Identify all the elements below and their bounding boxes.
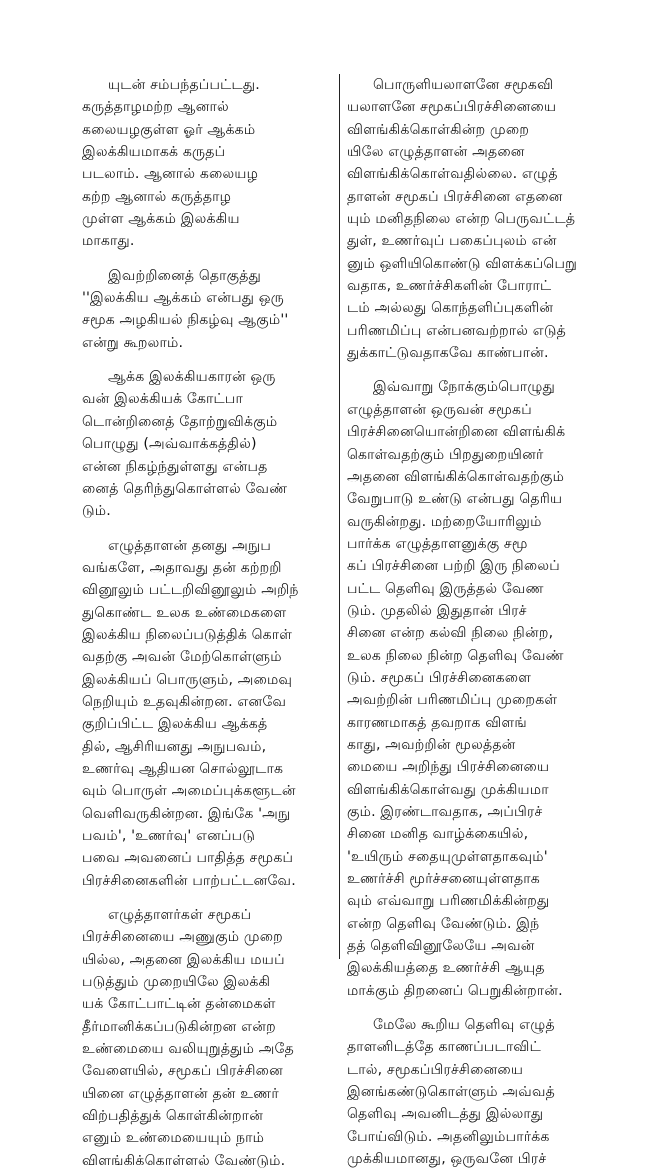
text-line: வதற்கு அவன் மேற்கொள்ளும்	[82, 649, 282, 666]
text-line: காது, அவற்றின் மூலத்தன்	[347, 736, 516, 753]
text-line: என்று கூறலாம்.	[82, 334, 184, 351]
text-line: வினூலும் பட்டறிவினூலும் அறிந்	[82, 582, 299, 599]
text-line: உண்மையை வலியுறுத்தும் அதே	[82, 1041, 294, 1058]
text-line: 'உயிரும் சதையுமுள்ளதாகவும்'	[347, 848, 548, 865]
text-line: உலக நிலை நின்ற தெளிவு வேண்	[347, 647, 564, 664]
text-line: ''இலக்கிய ஆக்கம் என்பது ஒரு	[82, 290, 285, 307]
paragraph	[347, 74, 597, 364]
text-line: டொன்றினைத் தோற்றுவிக்கும்	[82, 413, 278, 430]
paragraph-gap	[82, 892, 334, 904]
text-line: இலக்கியமாகக் கருதப்	[82, 144, 226, 161]
text-line: பட்ட தெளிவு இருத்தல் வேண	[347, 580, 544, 597]
text-line: வேறுபாடு உண்டு என்பது தெரிய	[347, 491, 563, 508]
text-line: யில்ல, அதனை இலக்கிய மயப்	[82, 951, 285, 968]
text-line: பிரச்சினையொன்றினை விளங்கிக்	[347, 424, 566, 441]
text-line: வங்களே, அதாவது தன் கற்றறி	[82, 559, 282, 576]
text-line: போய்விடும். அதனிலும்பார்க்க	[347, 1128, 550, 1145]
text-line: துக்காட்டுவதாகவே காண்பான்.	[347, 345, 549, 362]
text-line: மேலே கூறிய தெளிவு எழுத்	[373, 1017, 555, 1034]
text-line: தாளன் சமூகப் பிரச்சினை எதனை	[347, 188, 563, 205]
paragraph-gap	[347, 1002, 597, 1014]
text-line: குறிப்பிட்ட இலக்கிய ஆக்கத்	[82, 716, 268, 733]
text-line: தத் தெளிவினூலேயே அவன்	[347, 938, 535, 955]
text-line: யினை எழுத்தாளன் தன் உணர்	[82, 1085, 279, 1102]
text-line: யுடன் சம்பந்தப்பட்டது.	[108, 77, 260, 93]
text-line: யக் கோட்பாட்டின் தன்மைகள்	[82, 996, 276, 1013]
text-line: டும். சமூகப் பிரச்சினைகளை	[347, 669, 532, 686]
paragraph	[82, 74, 334, 253]
text-line: துகொண்ட உலக உண்மைகளை	[82, 604, 287, 621]
text-line: முள்ள ஆக்கம் இலக்கிய	[82, 211, 240, 228]
text-line: விளங்கிக்கொள்வதில்லை. எழுத்	[347, 166, 558, 183]
text-line: பவம்', 'உணர்வு' எனப்படு	[82, 828, 256, 844]
text-line: மையை அறிந்து பிரச்சினையை	[347, 759, 550, 776]
text-line: வேளையில், சமூகப் பிரச்சினை	[82, 1063, 283, 1080]
paragraph	[82, 904, 334, 1172]
paragraph-gap	[82, 253, 334, 265]
text-line: பார்க்க எழுத்தாளனுக்கு சமூ	[347, 535, 528, 552]
text-line: விளங்கிக்கொள்கின்ற முறை	[347, 121, 530, 138]
text-line: கலையழகுள்ள ஓர் ஆக்கம்	[82, 121, 256, 138]
text-line: வெளிவருகின்றன. இங்கே 'அநு	[82, 805, 291, 822]
paragraph	[347, 1014, 597, 1170]
text-line: அவற்றின் பரிணமிப்பு முறைகள்	[347, 692, 558, 709]
text-line: இவ்வாறு நோக்கும்பொழுது	[373, 379, 556, 396]
text-line: கற்ற ஆனால் கருத்தாழ	[82, 188, 232, 205]
text-line: கும். இரண்டாவதாக, அப்பிரச்	[347, 804, 543, 820]
text-line: இவற்றினைத் தொகுத்து	[108, 267, 262, 284]
text-line: வும் பொருள் அமைப்புக்களூடன்	[82, 783, 296, 800]
text-line: உணர்ச்சி மூர்ச்சனையுள்ளதாக	[347, 871, 540, 888]
left-column	[82, 74, 334, 1172]
paragraph	[82, 535, 334, 893]
text-line: வும் எவ்வாறு பரிணமிக்கின்றது	[347, 893, 550, 910]
paragraph-gap	[347, 364, 597, 376]
text-line: சமூக அழகியல் நிகழ்வு ஆகும்''	[82, 312, 289, 329]
text-line: இலக்கியத்தை உணர்ச்சி ஆயுத	[347, 960, 545, 977]
text-line: யிலே எழுத்தாளன் அதனை	[347, 144, 525, 161]
text-line: இலக்கியப் பொருளும், அமைவு	[82, 671, 293, 688]
text-line: எழுத்தாளன் ஒருவன் சமூகப்	[347, 401, 532, 418]
text-line: தில், ஆசிரியனது அநுபவம்,	[82, 738, 267, 755]
text-line: பொழுது (அவ்வாக்கத்தில்)	[82, 436, 257, 453]
text-line: விற்பதித்துக் கொள்கின்றான்	[82, 1108, 264, 1125]
text-line: சினை மனித வாழ்க்கையில்,	[347, 826, 529, 843]
text-line: னைத் தெரிந்துகொள்ளல் வேண்	[82, 480, 288, 497]
text-line: உணர்வு ஆதியன சொல்லூடாக	[82, 760, 284, 777]
column-divider	[339, 74, 340, 959]
text-line: வன் இலக்கியக் கோட்பா	[82, 391, 243, 408]
text-line: எழுத்தாளன் தனது அநுப	[108, 537, 271, 554]
text-line: டும்.	[82, 503, 111, 520]
text-line: னும் ஒளியிகொண்டு விளக்கப்பெறு	[347, 255, 578, 272]
text-line: விளங்கிக்கொள்வது முக்கியமா	[347, 781, 549, 798]
paragraph-gap	[82, 523, 334, 535]
paragraph	[82, 265, 334, 354]
text-line: விளங்கிக்கொள்ளல் வேண்டும்.	[82, 1152, 286, 1169]
text-line: மாக்கும் திறனைப் பெறுகின்றான்.	[347, 982, 563, 999]
paragraph-gap	[82, 354, 334, 366]
text-line: பிரச்சினையை அணுகும் முறை	[82, 929, 283, 946]
text-line: தாளனிடத்தே காணப்படாவிட்	[347, 1039, 541, 1056]
text-line: டால், சமூகப்பிரச்சினையை	[347, 1061, 524, 1078]
text-line: யலாளனே சமூகப்பிரச்சினையை	[347, 99, 557, 116]
text-line: இனங்கண்டுகொள்ளும் அவ்வத்	[347, 1084, 556, 1101]
text-line: பவை அவனைப் பாதித்த சமூகப்	[82, 850, 294, 867]
text-line: துள், உணர்வுப் பகைப்புலம் என்	[347, 233, 557, 250]
text-line: கப் பிரச்சினை பற்றி இரு நிலைப்	[347, 558, 560, 575]
text-line: என்ற தெளிவு வேண்டும். இந்	[347, 915, 540, 932]
right-column	[347, 74, 597, 1171]
text-line: பொருளியலாளனே சமூகவி	[373, 77, 554, 93]
paragraph	[347, 376, 597, 1002]
text-line: தீர்மானிக்கப்படுகின்றன என்ற	[82, 1018, 276, 1035]
text-line: கருத்தாழமற்ற ஆனால்	[82, 99, 229, 116]
text-line: இலக்கிய நிலைப்படுத்திக் கொள்	[82, 626, 293, 643]
text-line: வதாக, உணர்ச்சிகளின் போராட்	[347, 278, 552, 295]
text-line: எனும் உண்மையையும் நாம்	[82, 1130, 265, 1147]
text-line: படுத்தும் முறையிலே இலக்கி	[82, 974, 271, 991]
text-line: பிரச்சினைகளின் பாற்பட்டனவே.	[82, 872, 296, 889]
text-line: சினை என்ற கல்வி நிலை நின்ற,	[347, 625, 554, 642]
text-line: ஆக்க இலக்கியகாரன் ஒரு	[108, 369, 276, 386]
text-line: எழுத்தாளர்கள் சமூகப்	[108, 907, 252, 924]
text-line: என்ன நிகழ்ந்துள்ளது என்பத	[82, 458, 268, 475]
text-line: அதனை விளங்கிக்கொள்வதற்கும்	[347, 468, 565, 485]
text-line: காரணமாகத் தவறாக விளங்	[347, 714, 527, 731]
text-line: நெறியும் உதவுகின்றன. எனவே	[82, 693, 287, 710]
text-line: பரிணமிப்பு என்பனவற்றால் எடுத்	[347, 322, 567, 339]
text-line: டம் அல்லது கொந்தளிப்புகளின்	[347, 300, 554, 317]
text-line: டும். முதலில் இதுதான் பிரச்	[347, 602, 527, 619]
text-line: முக்கியமானது, ஒருவனே பிரச்	[347, 1151, 547, 1168]
paragraph	[82, 366, 334, 522]
text-line: யும் மனிதநிலை என்ற பெருவட்டத்	[347, 211, 576, 228]
text-line: தெளிவு அவனிடத்து இல்லாது	[347, 1106, 544, 1123]
text-line: கொள்வதற்கும் பிறதுறையினர்	[347, 446, 544, 463]
text-line: படலாம். ஆனால் கலையழ	[82, 166, 259, 183]
text-line: மாகாது.	[82, 233, 135, 250]
text-line: வருகின்றது. மற்றையோரிலும்	[347, 513, 542, 530]
